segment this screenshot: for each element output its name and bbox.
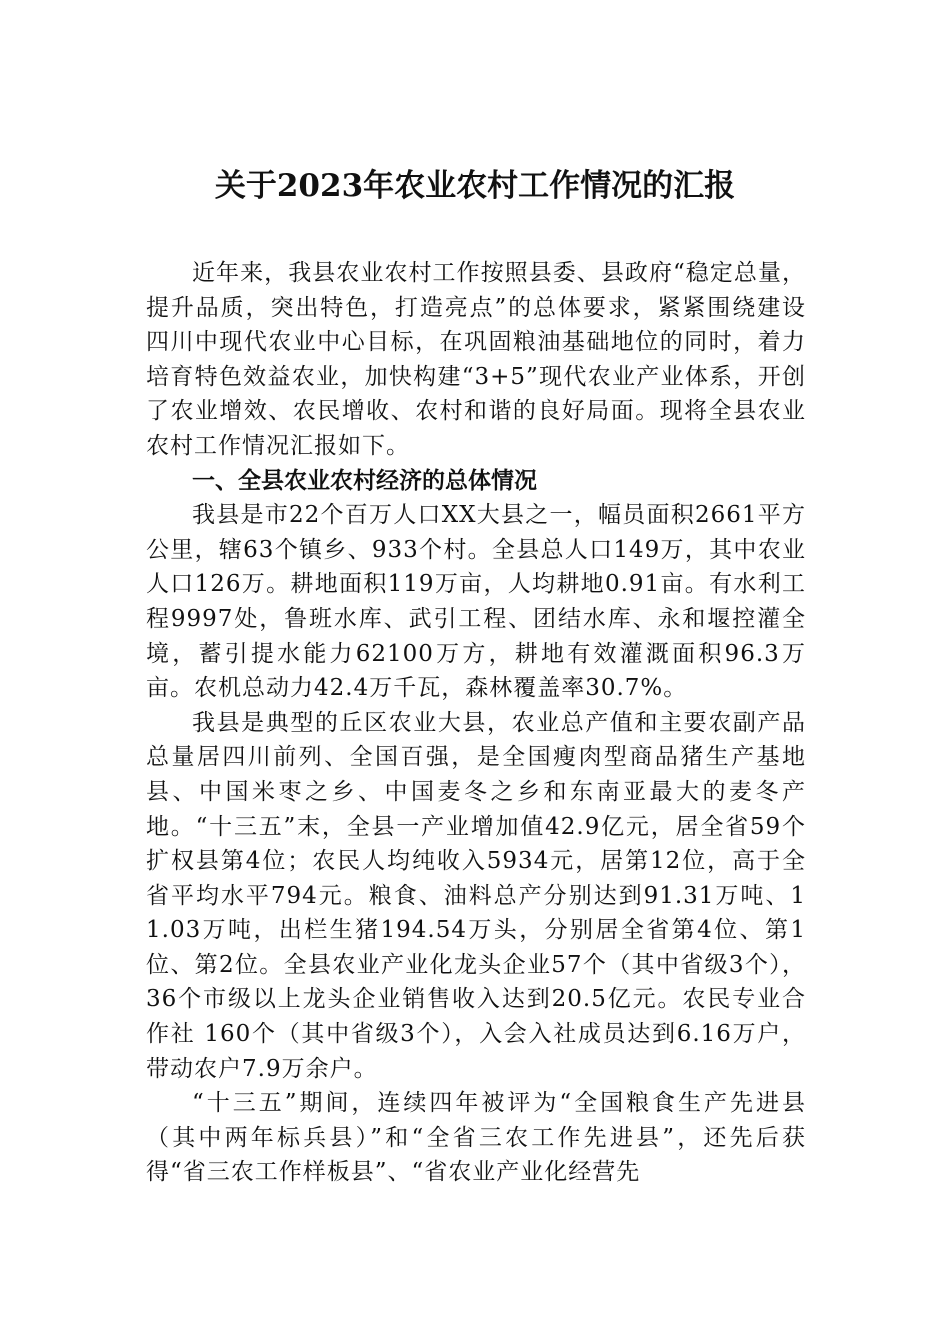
document-title: 关于2023年农业农村工作情况的汇报 (214, 168, 736, 204)
section-heading-1: 一、全县农业农村经济的总体情况 (192, 467, 537, 494)
county-overview-paragraph: 我县是市22个百万人口XX大县之一，幅员面积2661平方公里，辖63个镇乡、933个村。全县总人口149万，其中农业人口126万。耕地面积119万亩，人均耕地0.91亩。有水利工程9997处，鲁班水库、武引工程、团结水库、永和堰控灌全境，蓄引提水能力62100万方，耕地有效灌溉面积96.3万亩。农机总动力42.4万千瓦，森林覆盖率30.7%。 (146, 502, 806, 702)
document-body (146, 256, 806, 1190)
agriculture-stats-paragraph: 我县是典型的丘区农业大县，农业总产值和主要农副产品总量居四川前列、全国百强，是全国瘦肉型商品猪生产基地县、中国米枣之乡、中国麦冬之乡和东南亚最大的麦冬产地。“十三五”末，全县一产业增加值42.9亿元，居全省59个扩权县第4位；农民人均纯收入5934元，居第12位，高于全省平均水平794元。粮食、油料总产分别达到91.31万吨、11.03万吨，出栏生猪194.54万头，分别居全省第4位、第1位、第2位。全县农业产业化龙头企业57个（其中省级3个），36个市级以上龙头企业销售收入达到20.5亿元。农民专业合作社 160个（其中省级3个），入会入社成员达到6.16万户，带动农户7.9万余户。 (146, 709, 806, 1082)
awards-paragraph: “十三五”期间，连续四年被评为“全国粮食生产先进县（其中两年标兵县）”和“全省三农工作先进县”，还先后获得“省三农工作样板县”、“省农业产业化经营先 (146, 1090, 806, 1186)
intro-paragraph: 近年来，我县农业农村工作按照县委、县政府“稳定总量，提升品质，突出特色，打造亮点”的总体要求，紧紧围绕建设四川中现代农业中心目标，在巩固粮油基础地位的同时，着力培育特色效益农业，加快构建“3+5”现代农业产业体系，开创了农业增效、农民增收、农村和谐的良好局面。现将全县农业农村工作情况汇报如下。 (146, 260, 806, 459)
